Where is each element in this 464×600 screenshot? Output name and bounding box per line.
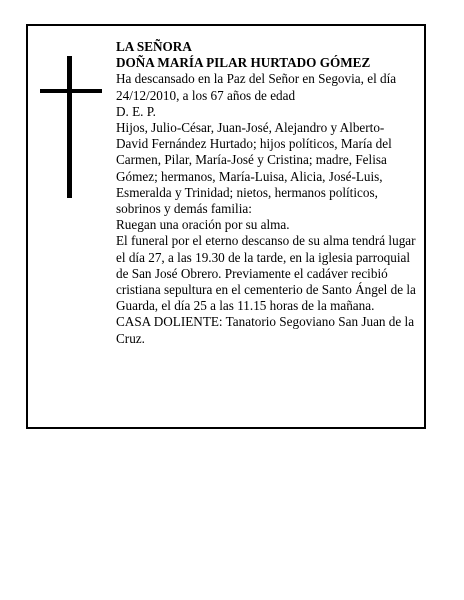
rip-abbreviation: D. E. P. [116,103,156,119]
cross-vertical-bar [67,56,72,198]
obituary-notice [26,24,426,429]
family-list: Hijos, Julio-César, Juan-José, Alejandro y Alberto-David Fernández Hurtado; hijos políticos, María del Carmen, Pilar, María-José y Cristina; madre, Felisa Gómez; hermanos, María-Luisa, Alicia, José-Luis, Esmeralda y Trinidad; nietos, hermanos políticos, sobrinos y demás familia: [116,120,392,217]
mourning-house: CASA DOLIENTE: Tanatorio Segoviano San Juan de la Cruz. [116,314,415,346]
funeral-details: El funeral por el eterno descanso de su alma tendrá lugar el día 27, a las 19.30 de la tarde, en la iglesia parroquial de San José Obrero. Previamente el cadáver recibió cristiana sepultura en el cementerio de Santo Ángel de la Guarda, el día 25 a las 11.15 horas de la mañana. [116,233,416,314]
cross-icon [40,56,102,198]
prayer-request: Ruegan una oración por su alma. [116,217,290,233]
deceased-name: DOÑA MARÍA PILAR HURTADO GÓMEZ [116,55,371,71]
cross-horizontal-bar [40,89,102,93]
obituary-text [116,39,416,347]
death-statement: Ha descansado en la Paz del Señor en Segovia, el día 24/12/2010, a los 67 años de edad [116,71,397,103]
title-line-1: LA SEÑORA [116,39,192,54]
